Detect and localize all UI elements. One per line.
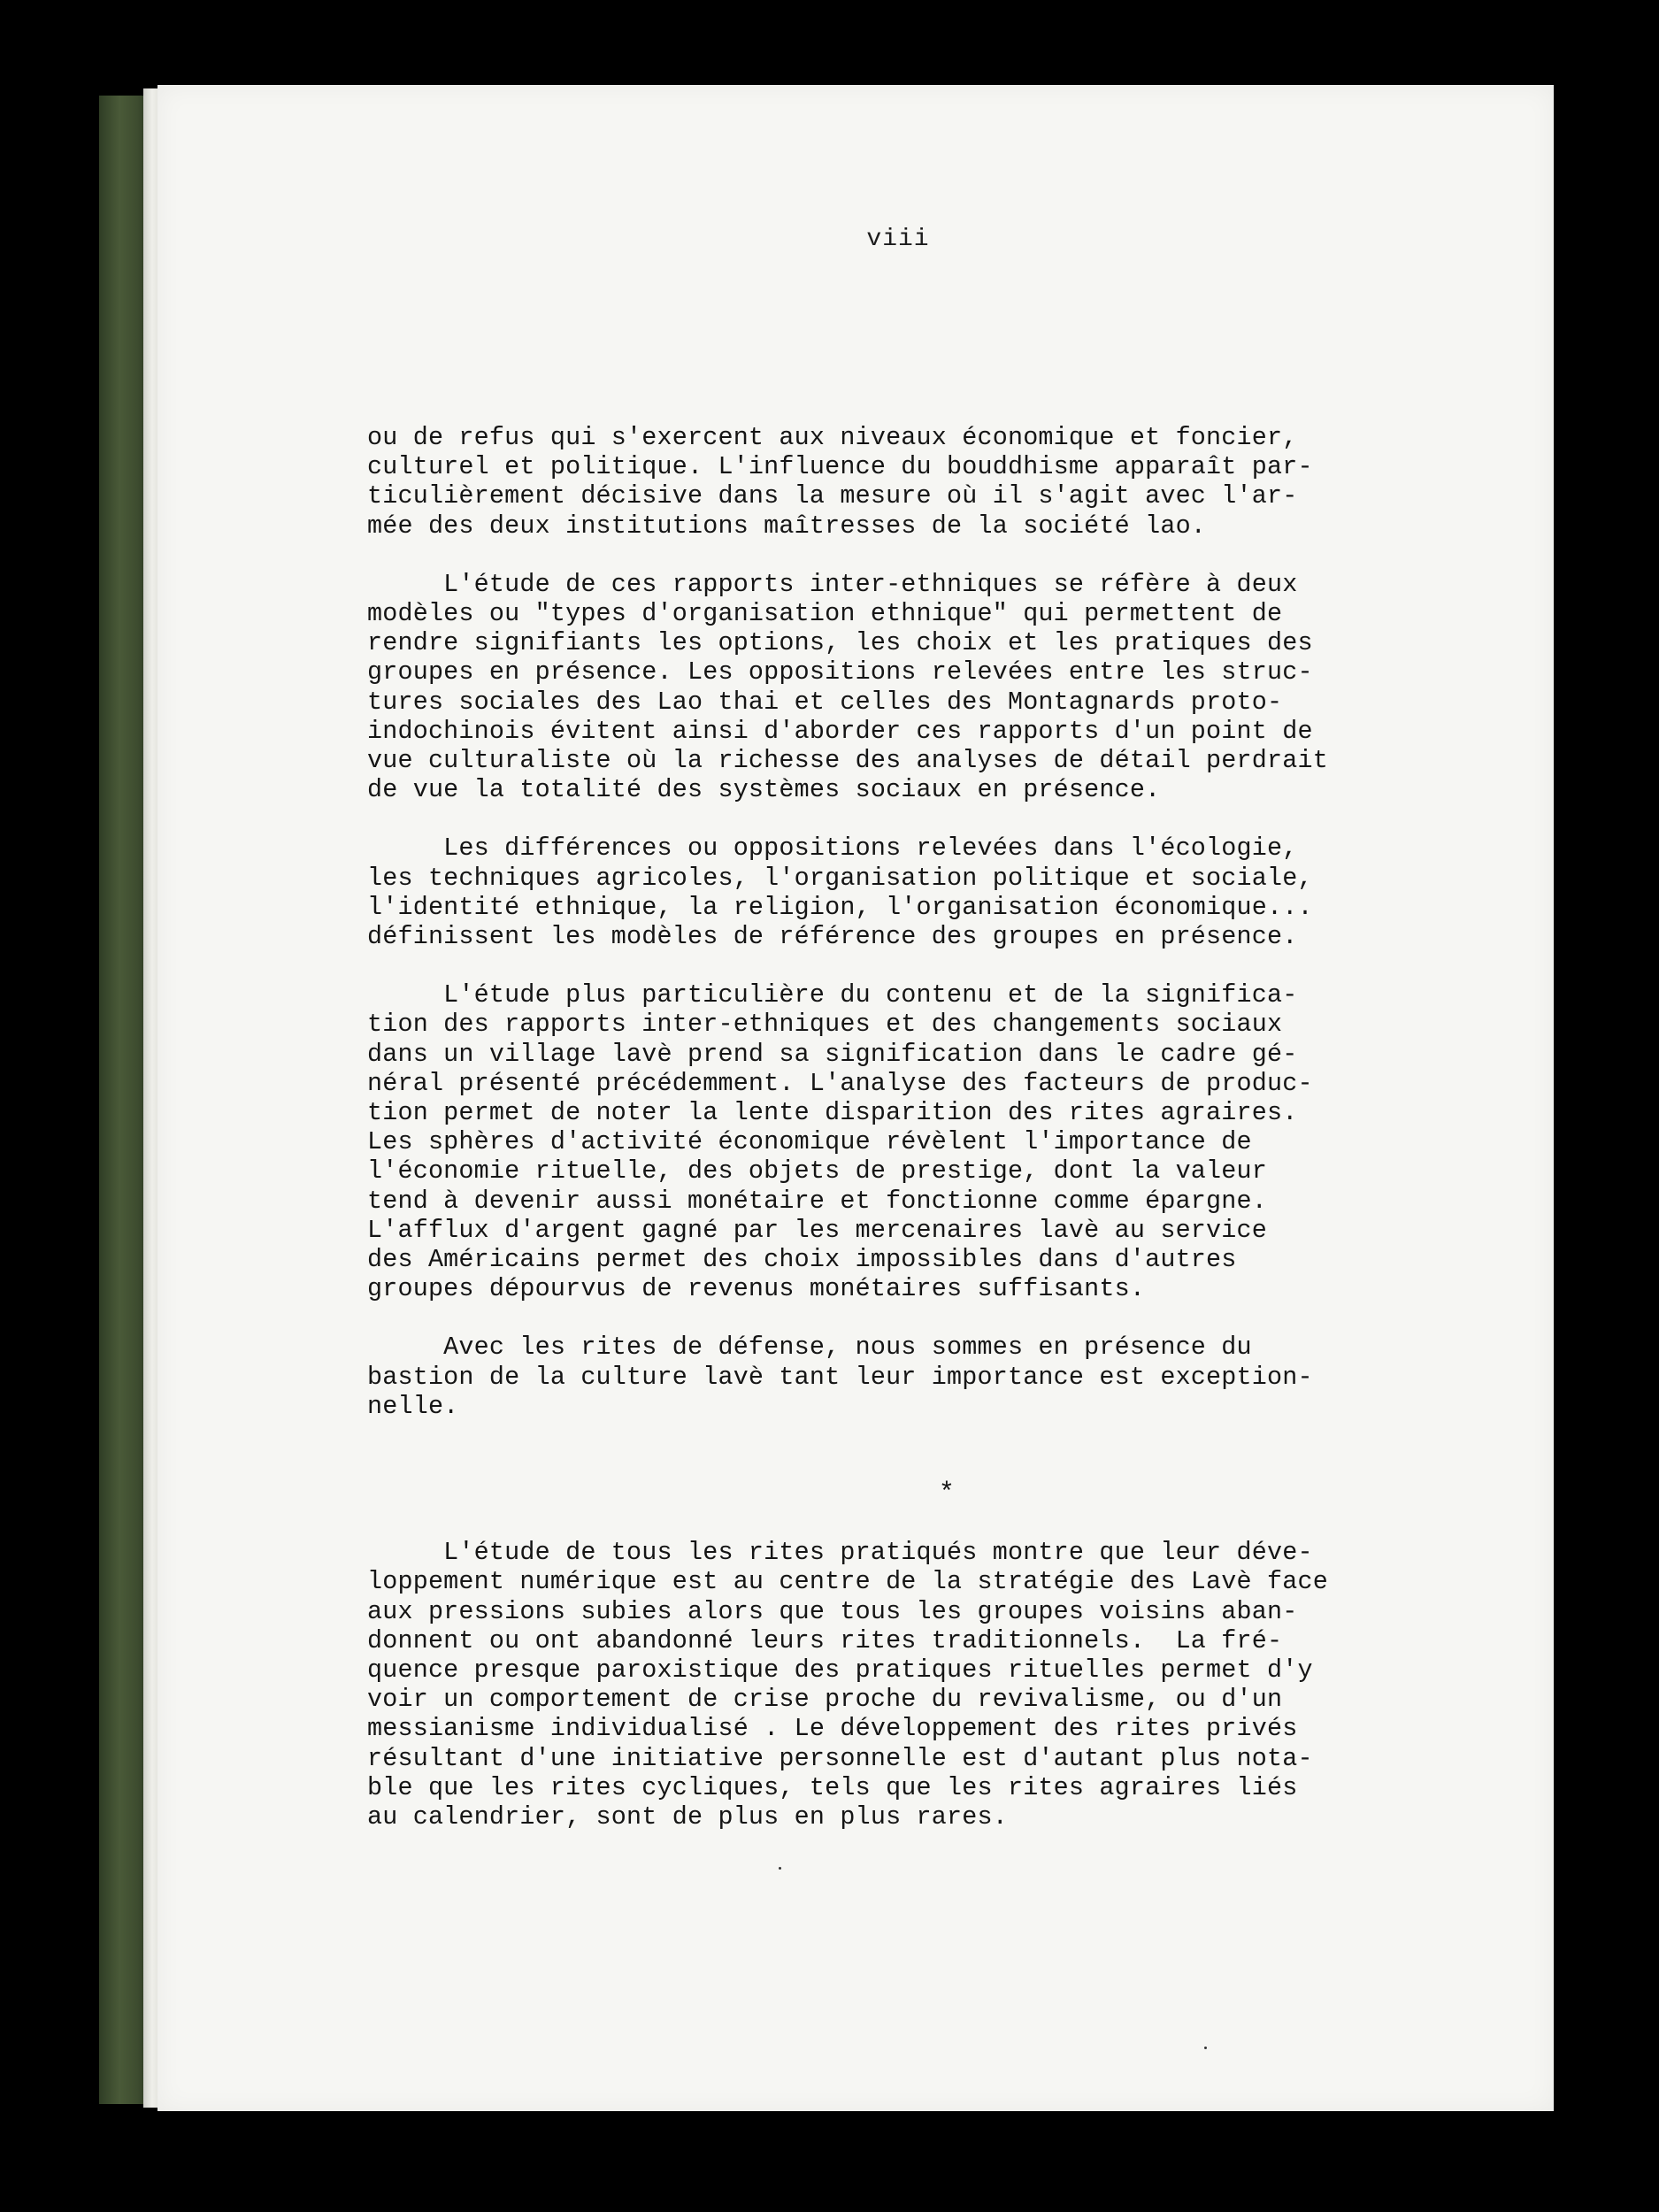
- paragraph-6: L'étude de tous les rites pratiqués montre que leur déve- loppement numérique est au centre de la stratégie des Lavè face aux pressions subies alors que tous les groupes voisins aban- donnent ou ont abandonné leurs rites traditionnels. La fré- quence presque paroxistique des pratiques rituelles permet d'y voir un comportement de crise proche du revivalisme, ou d'un messianisme individualisé . Le développement des rites privés résultant d'une initiative personnelle est d'autant plus nota- ble que les rites cycliques, tels que les rites agraires liés au calendrier, sont de plus en plus rares.: [367, 1538, 1328, 1832]
- page-speck: [779, 1867, 781, 1870]
- body-text: [367, 423, 1385, 1861]
- paragraph-4: L'étude plus particulière du contenu et de la significa- tion des rapports inter-ethniques et des changements sociaux dans un village lavè prend sa signification dans le cadre gé- néral présenté précédemment. L'analyse des facteurs de produc- tion permet de noter la lente disparition des rites agraires. Les sphères d'activité économique révèlent l'importance de l'économie rituelle, des objets de prestige, dont la valeur tend à devenir aussi monétaire et fonctionne comme épargne. L'afflux d'argent gagné par les mercenaires lavè au service des Américains permet des choix impossibles dans d'autres groupes dépourvus de revenus monétaires suffisants.: [367, 980, 1313, 1304]
- paragraph-5: Avec les rites de défense, nous sommes en présence du bastion de la culture lavè tant leur importance est exception- nelle.: [367, 1333, 1313, 1421]
- page-speck: [1204, 2047, 1207, 2049]
- section-separator: *: [938, 1479, 956, 1509]
- paragraph-1: ou de refus qui s'exercent aux niveaux économique et foncier, culturel et politique. L'influence du bouddhisme apparaît par- ticulièrement décisive dans la mesure où il s'agit avec l'ar- mée des deux institutions maîtresses de la société lao.: [367, 423, 1313, 541]
- page-number: viii: [866, 226, 930, 253]
- paragraph-3: Les différences ou oppositions relevées dans l'écologie, les techniques agricoles, l'organisation politique et sociale, l'identité ethnique, la religion, l'organisation économique... définissent les modèles de référence des groupes en présence.: [367, 833, 1313, 952]
- paragraph-2: L'étude de ces rapports inter-ethniques se réfère à deux modèles ou "types d'organisation ethnique" qui permettent de rendre signifiants les options, les choix et les pratiques des groupes en présence. Les oppositions relevées entre les struc- tures sociales des Lao thai et celles des Montagnards proto- indochinois évitent ainsi d'aborder ces rapports d'un point de vue culturaliste où la richesse des analyses de détail perdrait de vue la totalité des systèmes sociaux en présence.: [367, 569, 1328, 805]
